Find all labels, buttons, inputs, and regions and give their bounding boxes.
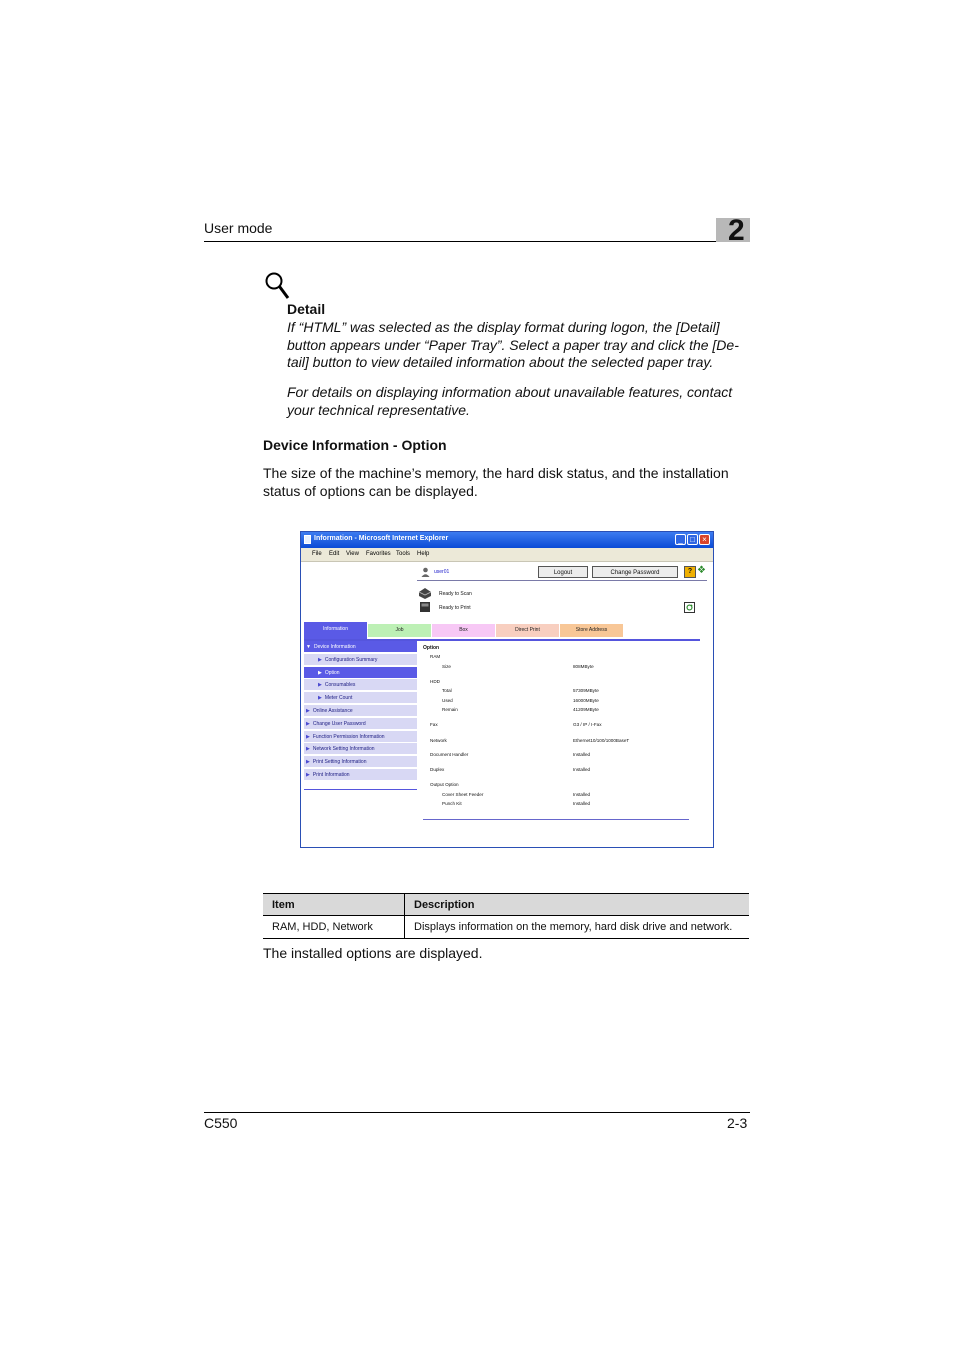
triangle-down-icon: ▼ xyxy=(306,644,311,650)
chapter-number: 2 xyxy=(728,214,745,247)
sidebar-item-label: Print Information xyxy=(312,772,350,778)
option-label: Fax xyxy=(430,722,438,727)
triangle-right-icon: ▶ xyxy=(318,682,322,689)
scanner-icon xyxy=(418,587,432,599)
sidebar-item-label: Option xyxy=(324,669,340,676)
footer-rule xyxy=(204,1112,750,1113)
user-bar xyxy=(417,565,707,581)
user-icon xyxy=(421,567,430,577)
option-label: Duplex xyxy=(430,767,445,772)
menu-help[interactable]: Help xyxy=(417,551,430,557)
browser-screenshot xyxy=(300,531,714,848)
refresh-icon[interactable] xyxy=(684,602,695,613)
table-cell-description: Displays information on the memory, hard disk drive and network. xyxy=(405,916,750,939)
item-description-table xyxy=(263,893,749,939)
sidebar-item[interactable] xyxy=(304,667,417,679)
sidebar-item[interactable] xyxy=(304,679,417,691)
option-label: Used xyxy=(442,698,453,703)
header-rule xyxy=(204,241,750,242)
menu-view[interactable]: View xyxy=(346,551,359,557)
window-titlebar xyxy=(301,532,713,548)
sidebar-item[interactable] xyxy=(304,731,417,743)
sidebar-item-label: Function Permission Information xyxy=(312,733,385,740)
maximize-button[interactable]: □ xyxy=(687,534,698,545)
triangle-right-icon: ▶ xyxy=(306,772,310,778)
sidebar-item[interactable] xyxy=(304,743,417,755)
sidebar-item[interactable] xyxy=(304,769,417,781)
triangle-right-icon: ▶ xyxy=(306,708,310,714)
windows-logo-icon: ❖ xyxy=(697,565,706,576)
option-label: HDD xyxy=(430,679,440,684)
detail-heading: Detail xyxy=(287,301,326,317)
option-value: Installed xyxy=(573,752,591,757)
option-label: Network xyxy=(430,738,447,743)
table-cell-item: RAM, HDD, Network xyxy=(263,916,405,939)
change-password-button[interactable]: Change Password xyxy=(592,566,678,578)
logout-button[interactable]: Logout xyxy=(538,566,588,578)
triangle-right-icon: ▶ xyxy=(318,656,322,663)
section-heading: Device Information - Option xyxy=(263,437,447,453)
option-label: Document Handler xyxy=(430,752,469,757)
print-status: Ready to Print xyxy=(439,605,471,611)
option-label: Cover Sheet Feeder xyxy=(442,792,484,797)
section-body: The size of the machine’s memory, the hard disk status, and the installation status of options can be displayed. xyxy=(263,465,729,499)
sidebar-item[interactable] xyxy=(304,692,417,704)
tab-bar xyxy=(304,622,700,641)
magnifier-icon xyxy=(264,271,290,301)
triangle-right-icon: ▶ xyxy=(318,695,322,702)
table-header-row xyxy=(263,894,749,916)
footer-model: C550 xyxy=(204,1115,238,1131)
option-value: 41209MByte xyxy=(573,707,599,712)
triangle-right-icon: ▶ xyxy=(306,746,310,753)
triangle-right-icon: ▶ xyxy=(306,720,310,727)
sidebar-item[interactable] xyxy=(304,718,417,730)
sidebar-item[interactable] xyxy=(304,756,417,768)
sidebar-item-label: Change User Password xyxy=(312,720,366,727)
option-value: Installed xyxy=(573,767,591,772)
menu-edit[interactable]: Edit xyxy=(329,551,340,557)
option-value: 16000MByte xyxy=(573,698,599,703)
content-title: Option xyxy=(423,645,440,651)
sidebar-item-label: Configuration Summary xyxy=(324,656,378,663)
sidebar-item-label: Device Information xyxy=(313,644,356,650)
column-header-description: Description xyxy=(405,894,750,916)
table-note: The installed options are displayed. xyxy=(263,945,483,961)
printer-icon xyxy=(418,601,432,613)
content-rule xyxy=(423,819,689,820)
triangle-right-icon: ▶ xyxy=(318,669,322,676)
sidebar-item-label: Meter Count xyxy=(324,695,353,702)
option-value: 808MByte xyxy=(573,664,594,669)
option-label: Size xyxy=(442,664,451,669)
tab-job[interactable]: Job xyxy=(368,624,431,637)
scan-status: Ready to Scan xyxy=(439,591,472,597)
tab-information[interactable]: Information xyxy=(304,622,367,639)
sidebar-item-label: Network Setting Information xyxy=(312,746,375,753)
option-value: Installed xyxy=(573,792,591,797)
triangle-right-icon: ▶ xyxy=(306,759,310,766)
option-value: Installed xyxy=(573,801,591,806)
option-value: 57309MByte xyxy=(573,688,599,693)
option-value: G3 / IP / I-Fax xyxy=(573,722,602,727)
tab-store-address[interactable]: Store Address xyxy=(560,624,623,637)
option-label: Output Option xyxy=(430,782,459,787)
close-button[interactable]: × xyxy=(699,534,710,545)
sidebar-item-label: Online Assistance xyxy=(312,708,353,714)
menu-file[interactable]: File xyxy=(312,551,322,557)
menu-tools[interactable]: Tools xyxy=(396,551,411,557)
tab-direct-print[interactable]: Direct Print xyxy=(496,624,559,637)
window-title: Information - Microsoft Internet Explorer xyxy=(314,535,449,542)
footer-page-number: 2-3 xyxy=(727,1115,748,1131)
option-label: RAM xyxy=(430,654,441,659)
menu-favorites[interactable]: Favorites xyxy=(366,551,391,557)
option-label: Remain xyxy=(442,707,458,712)
option-value: Ethernet10/100/1000BaseT xyxy=(573,738,630,743)
option-label: Punch Kit xyxy=(442,801,462,806)
help-button[interactable]: ? xyxy=(684,566,696,578)
table-row xyxy=(263,916,749,939)
detail-paragraph: If “HTML” was selected as the display format during logon, the [Detail] button appears under “Paper Tray”. Select a paper tray and click the [De-tail] button to view detailed information about the selected paper tray. xyxy=(287,319,739,371)
running-header-title: User mode xyxy=(204,220,273,236)
column-header-item: Item xyxy=(263,894,405,916)
sidebar-menu xyxy=(304,641,417,790)
sidebar-item[interactable] xyxy=(304,641,417,653)
triangle-right-icon: ▶ xyxy=(306,733,310,740)
user-name: user01 xyxy=(434,569,450,575)
tab-box[interactable]: Box xyxy=(432,624,495,637)
sidebar-item-label: Consumables xyxy=(324,682,356,689)
minimize-button[interactable]: _ xyxy=(675,534,686,545)
sidebar-item[interactable] xyxy=(304,705,417,717)
sidebar-item-label: Print Setting Information xyxy=(312,759,367,766)
sidebar-item[interactable] xyxy=(304,654,417,666)
browser-app-icon xyxy=(304,535,311,544)
detail-paragraph: For details on displaying information about unavailable features, contact your technical representative. xyxy=(287,384,733,418)
option-label: Total xyxy=(442,688,452,693)
